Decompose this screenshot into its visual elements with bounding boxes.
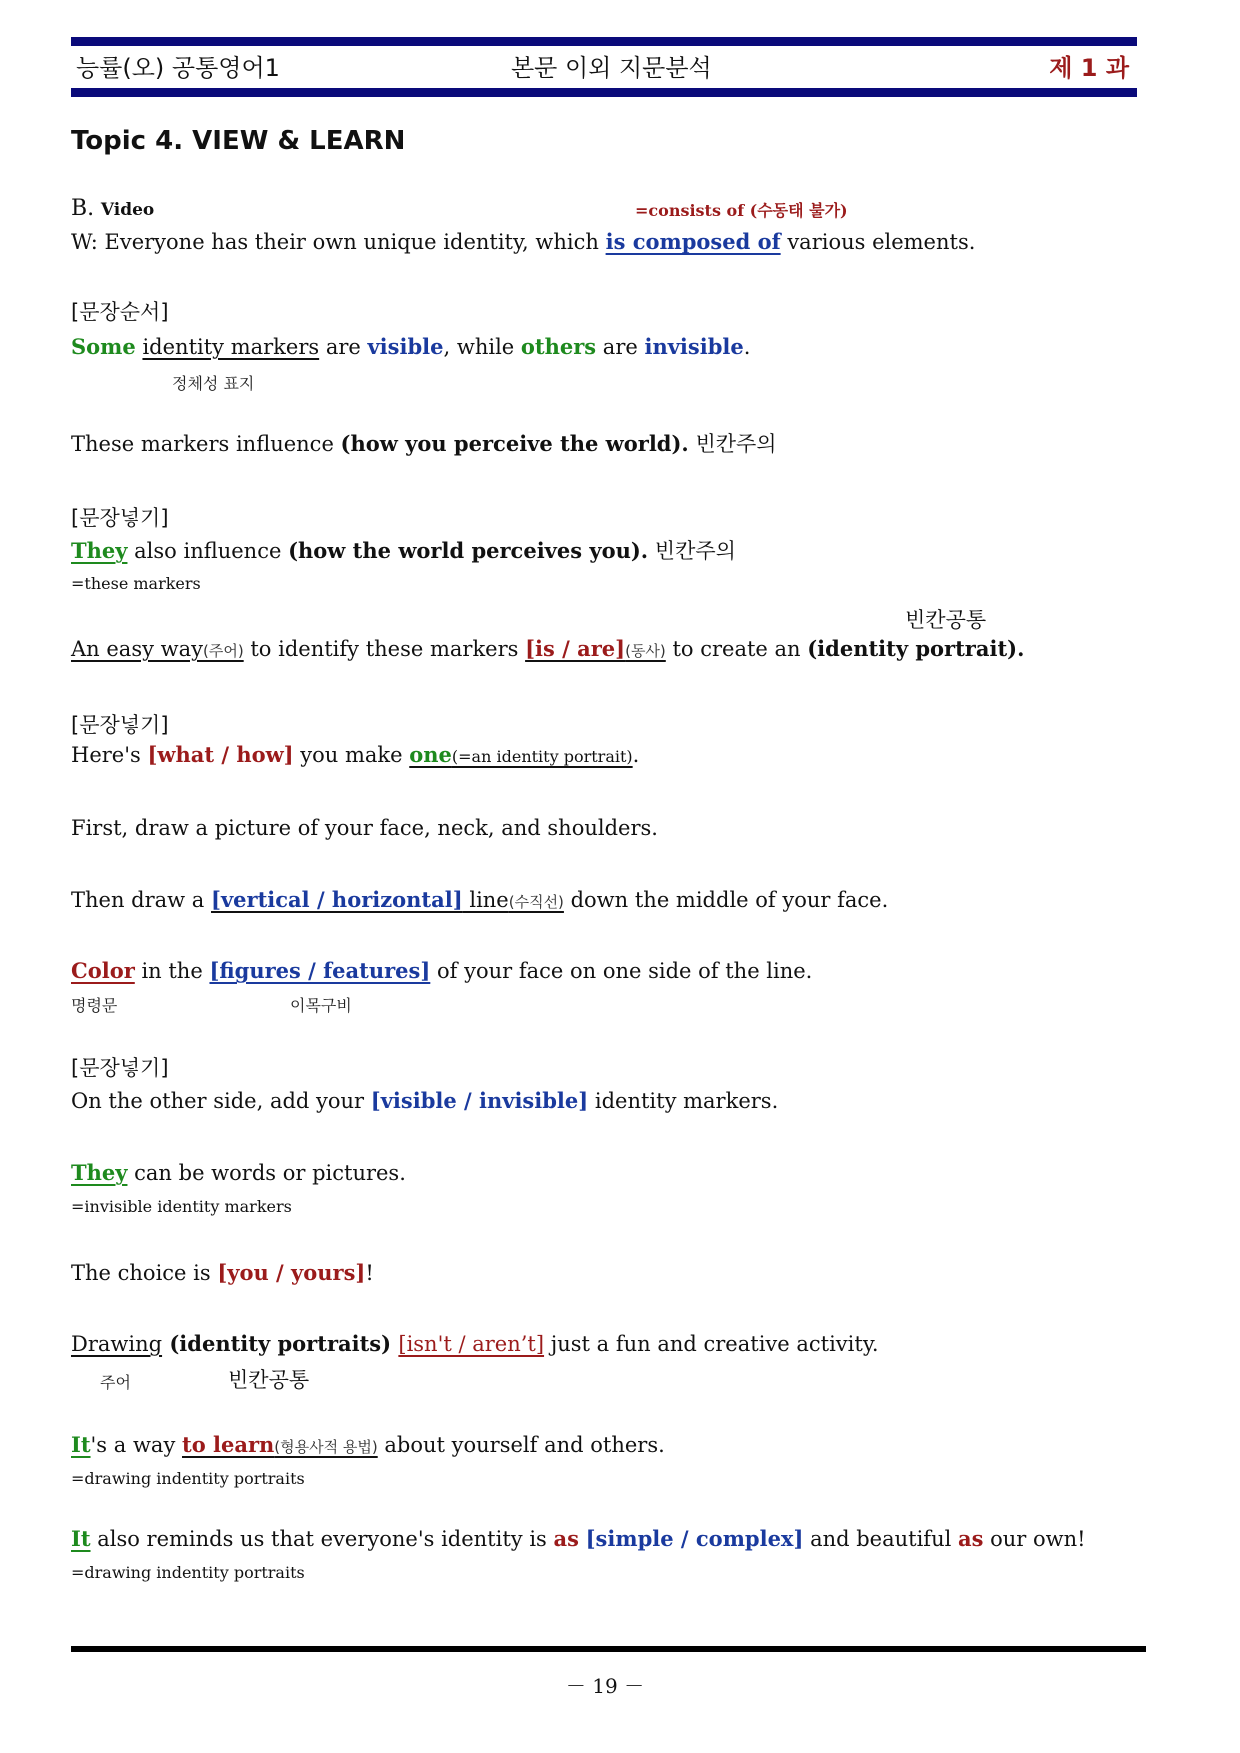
sentence-15 xyxy=(71,1526,1086,1551)
page-number: － 19 － xyxy=(565,1674,645,1698)
text: 's a way xyxy=(90,1433,182,1457)
header-lesson: 제 1 과 xyxy=(1049,54,1129,82)
section-letter: B. xyxy=(71,196,95,221)
choice: [isn't / aren’t] xyxy=(398,1332,545,1356)
footer-rule xyxy=(71,1646,1146,1652)
header-top-bar xyxy=(71,37,1137,46)
text: identity markers xyxy=(142,335,320,359)
label-insert: [문장넣기] xyxy=(71,506,169,530)
text: It xyxy=(71,1526,91,1551)
text: (identity portrait). xyxy=(807,636,1025,661)
text: and beautiful xyxy=(803,1527,958,1551)
text: . xyxy=(632,743,640,767)
note-identity-markers: 정체성 표지 xyxy=(172,374,255,393)
note: 빈칸주의 xyxy=(695,432,777,456)
text: The choice is xyxy=(71,1261,218,1285)
text: It xyxy=(71,1432,91,1457)
sentence-11 xyxy=(71,1160,406,1185)
header-bottom-bar xyxy=(71,88,1137,97)
note-imperative: 명령문 xyxy=(71,996,118,1015)
note-drawing-2: =drawing indentity portraits xyxy=(71,1563,305,1582)
text: (identity portraits) xyxy=(162,1331,399,1356)
sentence-10 xyxy=(71,1088,778,1113)
text: They xyxy=(71,538,128,563)
text: as xyxy=(553,1526,579,1551)
text: invisible xyxy=(644,334,744,359)
note: (주어) xyxy=(203,642,244,660)
choice: [is / are] xyxy=(525,636,626,661)
text: Drawing xyxy=(71,1332,163,1356)
text: (how the world perceives you). xyxy=(288,538,649,563)
label-insert-3: [문장넣기] xyxy=(71,1056,169,1080)
note-blank-common-2: 빈칸공통 xyxy=(228,1368,310,1392)
choice: [what / how] xyxy=(147,742,294,767)
text: Here's xyxy=(71,743,148,767)
label-insert-2: [문장넣기] xyxy=(71,713,169,737)
text: are xyxy=(596,335,645,359)
text: in the xyxy=(134,959,210,983)
header-title: 본문 이외 지문분석 xyxy=(511,54,712,82)
sentence-2 xyxy=(71,334,750,359)
choice: [vertical / horizontal] xyxy=(211,887,463,912)
text: various elements. xyxy=(780,230,976,254)
choice: [visible / invisible] xyxy=(370,1088,589,1113)
text: also reminds us that everyone's identity is xyxy=(90,1527,554,1551)
text: also influence xyxy=(127,539,289,563)
note: 빈칸주의 xyxy=(654,539,736,563)
note-these-markers: =these markers xyxy=(71,574,201,593)
text: . xyxy=(743,335,751,359)
sentence-7: First, draw a picture of your face, neck, and shoulders. xyxy=(71,816,658,840)
text: others xyxy=(520,334,597,359)
text: Some xyxy=(71,334,136,359)
text: to identify these markers xyxy=(243,637,526,661)
text: down the middle of your face. xyxy=(563,888,889,912)
text: are xyxy=(319,335,368,359)
text: as xyxy=(958,1526,984,1551)
choice: [simple / complex] xyxy=(585,1526,804,1551)
text: visible xyxy=(367,334,444,359)
section-heading xyxy=(71,196,154,221)
text: These markers influence xyxy=(71,432,341,456)
choice: [you / yours] xyxy=(217,1260,366,1285)
section-name: Video xyxy=(100,200,155,220)
header-course: 능률(오) 공통영어1 xyxy=(76,54,280,82)
sentence-9 xyxy=(71,958,812,983)
sentence-12 xyxy=(71,1260,374,1285)
sentence-14 xyxy=(71,1432,665,1457)
text: On the other side, add your xyxy=(71,1089,371,1113)
text: just a fun and creative activity. xyxy=(544,1332,879,1356)
topic-title: Topic 4. VIEW & LEARN xyxy=(71,126,406,156)
note-blank-common: 빈칸공통 xyxy=(905,608,987,632)
sentence-6 xyxy=(71,742,639,767)
note: (형용사적 용법) xyxy=(274,1438,378,1456)
text: , while xyxy=(443,335,521,359)
text: to learn xyxy=(182,1432,275,1457)
text: our own! xyxy=(983,1527,1086,1551)
note-consists-of: =consists of (수동태 불가) xyxy=(635,201,848,220)
text: one xyxy=(409,742,452,767)
text: ! xyxy=(365,1261,374,1285)
note-subject: 주어 xyxy=(100,1373,131,1392)
highlight: is composed of xyxy=(605,229,781,254)
text: about yourself and others. xyxy=(377,1433,665,1457)
sentence-8 xyxy=(71,887,888,912)
text: Color xyxy=(71,958,135,983)
text: identity markers. xyxy=(588,1089,779,1113)
text: can be words or pictures. xyxy=(127,1161,406,1185)
sentence-4 xyxy=(71,535,736,565)
label-order: [문장순서] xyxy=(71,300,169,324)
sentence-3 xyxy=(71,428,777,458)
text: line xyxy=(462,888,509,912)
sentence-13 xyxy=(71,1331,879,1356)
text: They xyxy=(71,1160,128,1185)
note-drawing-1: =drawing indentity portraits xyxy=(71,1469,305,1488)
note-invisible-markers: =invisible identity markers xyxy=(71,1197,292,1216)
note: (동사) xyxy=(625,642,666,660)
text: (how you perceive the world). xyxy=(340,431,689,456)
text: you make xyxy=(293,743,410,767)
page-header xyxy=(71,48,1137,86)
note: (=an identity portrait) xyxy=(451,747,633,766)
text: of your face on one side of the line. xyxy=(430,959,813,983)
note-features: 이목구비 xyxy=(290,996,352,1015)
sentence-5 xyxy=(71,636,1024,661)
note: (수직선) xyxy=(508,893,564,911)
text: Then draw a xyxy=(71,888,212,912)
choice: [figures / features] xyxy=(209,958,431,983)
text: An easy way xyxy=(71,637,203,661)
text: to create an xyxy=(665,637,808,661)
sentence-1 xyxy=(71,229,975,254)
text: W: Everyone has their own unique identity, which xyxy=(71,230,606,254)
